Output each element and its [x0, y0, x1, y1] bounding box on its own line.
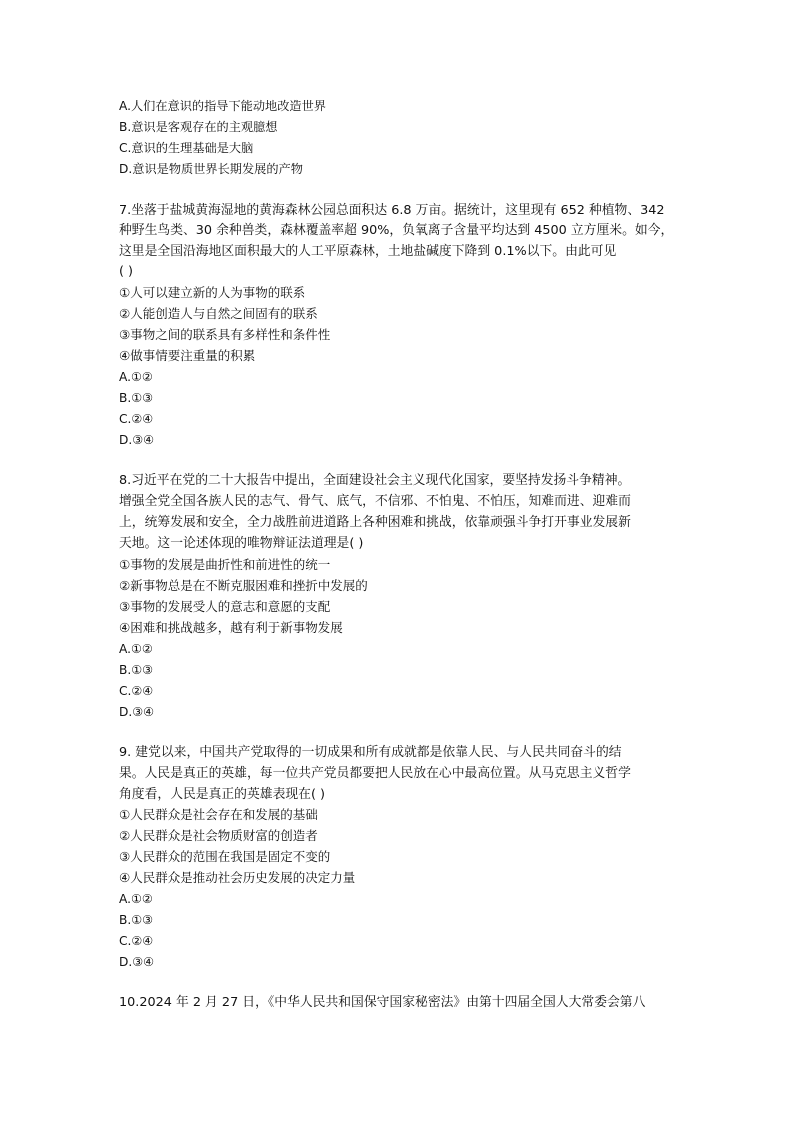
- q9-option-b: B.①③: [119, 913, 154, 927]
- q8-option-d: D.③④: [119, 705, 155, 719]
- q7-stem-line-3: 这里是全国沿海地区面积最大的人工平原森林，土地盐碱度下降到 0.1%以下。由此可见: [119, 244, 617, 259]
- q7-stem-line-2: 种野生鸟类、30 余种兽类，森林覆盖率超 90%，负氧离子含量平均达到 4500 立方厘米。如今，: [119, 223, 674, 238]
- q6-option-a: A.人们在意识的指导下能动地改造世界: [119, 99, 326, 113]
- q8-option-c: C.②④: [119, 684, 154, 698]
- q8-stem-line-2: 增强全党全国各族人民的志气、骨气、底气，不信邪、不怕鬼、不怕压，知难而进、迎难而: [119, 494, 631, 509]
- q8-option-b: B.①③: [119, 663, 154, 677]
- q9-stem-line-3: 角度看，人民是真正的英雄表现在( ): [119, 787, 326, 802]
- q9-statement-1: ①人民群众是社会存在和发展的基础: [119, 807, 318, 822]
- q7-statement-1: ①人可以建立新的人为事物的联系: [119, 285, 306, 300]
- q9-option-a: A.①②: [119, 892, 153, 906]
- q8-stem-line-3: 上，统筹发展和安全，全力战胜前进道路上各种困难和挑战，依靠顽强斗争打开事业发展新: [119, 515, 631, 530]
- q7-statement-4: ④做事情要注重量的积累: [119, 348, 256, 363]
- q6-option-b: B.意识是客观存在的主观臆想: [119, 120, 278, 134]
- q10-stem-line-1: 10.2024 年 2 月 27 日，《中华人民共和国保守国家秘密法》由第十四届全国人大常委会第八: [119, 995, 646, 1010]
- q8-statement-3: ③事物的发展受人的意志和意愿的支配: [119, 599, 331, 614]
- q9-stem-line-1: 9. 建党以来，中国共产党取得的一切成果和所有成就都是依靠人民、与人民共同奋斗的结: [119, 745, 622, 760]
- q7-option-d: D.③④: [119, 433, 155, 447]
- q7-option-a: A.①②: [119, 370, 153, 384]
- q8-stem-line-4: 天地。这一论述体现的唯物辩证法道理是( ): [119, 536, 364, 551]
- q9-statement-3: ③人民群众的范围在我国是固定不变的: [119, 849, 331, 864]
- q6-option-c: C.意识的生理基础是大脑: [119, 141, 254, 155]
- q8-statement-1: ①事物的发展是曲折性和前进性的统一: [119, 557, 331, 572]
- q6-option-d: D.意识是物质世界长期发展的产物: [119, 162, 303, 176]
- q9-stem-line-2: 果。人民是真正的英雄，每一位共产党员都要把人民放在心中最高位置。从马克思主义哲学: [119, 766, 631, 781]
- q7-stem-line-4: ( ): [119, 264, 134, 279]
- q9-statement-4: ④人民群众是推动社会历史发展的决定力量: [119, 870, 356, 885]
- q9-option-c: C.②④: [119, 934, 154, 948]
- q8-statement-2: ②新事物总是在不断克服困难和挫折中发展的: [119, 578, 368, 593]
- q8-option-a: A.①②: [119, 642, 153, 656]
- q7-statement-2: ②人能创造人与自然之间固有的联系: [119, 306, 318, 321]
- q7-statement-3: ③事物之间的联系具有多样性和条件性: [119, 327, 331, 342]
- q9-statement-2: ②人民群众是社会物质财富的创造者: [119, 828, 318, 843]
- q8-stem-line-1: 8.习近平在党的二十大报告中提出，全面建设社会主义现代化国家，要坚持发扬斗争精神。: [119, 473, 631, 488]
- q7-option-c: C.②④: [119, 412, 154, 426]
- q7-stem-line-1: 7.坐落于盐城黄海湿地的黄海森林公园总面积达 6.8 万亩。据统计，这里现有 652 种植物、342: [119, 203, 665, 218]
- q8-statement-4: ④困难和挑战越多，越有利于新事物发展: [119, 620, 343, 635]
- q9-option-d: D.③④: [119, 955, 155, 969]
- q7-option-b: B.①③: [119, 391, 154, 405]
